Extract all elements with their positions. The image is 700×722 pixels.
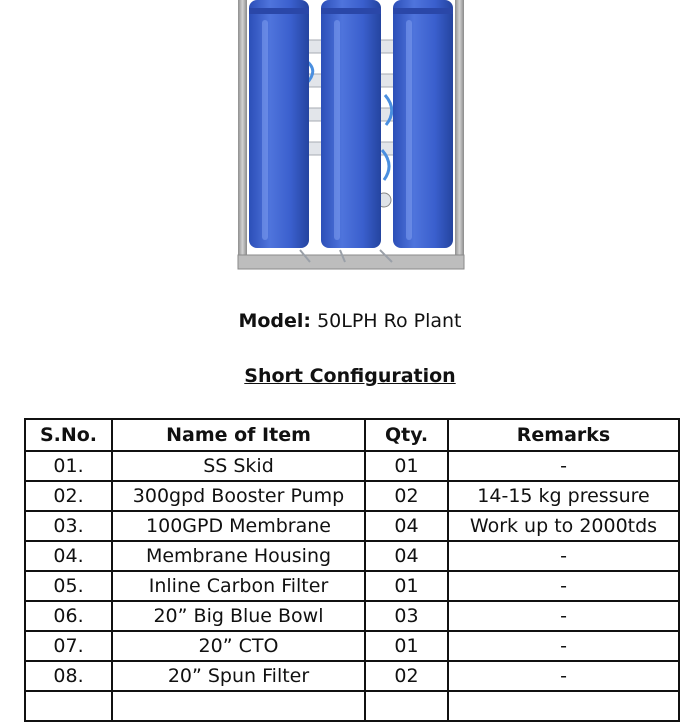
model-value: 50LPH Ro Plant — [317, 310, 462, 332]
cell-sno: 05. — [25, 571, 112, 601]
cell-remarks: - — [448, 451, 679, 481]
cell-sno: 02. — [25, 481, 112, 511]
cell-sno: 04. — [25, 541, 112, 571]
filter-housing — [393, 0, 453, 248]
cell-remarks: - — [448, 631, 679, 661]
housing-band — [393, 8, 453, 14]
model-label: Model: — [238, 310, 312, 332]
column-header-remarks: Remarks — [448, 419, 679, 451]
housing-highlight — [334, 20, 340, 240]
cell-qty: 01 — [365, 451, 448, 481]
cell-remarks: - — [448, 571, 679, 601]
cell-qty: 04 — [365, 511, 448, 541]
cell-remarks — [448, 691, 679, 721]
table-row — [25, 511, 679, 541]
cell-item: 20” Spun Filter — [112, 661, 365, 691]
table-header-row — [25, 419, 679, 451]
table-row — [25, 451, 679, 481]
section-title: Short Configuration — [244, 365, 456, 387]
cell-remarks: - — [448, 541, 679, 571]
column-header-sno: S.No. — [25, 419, 112, 451]
frame-left-post — [238, 0, 247, 268]
table-row — [25, 631, 679, 661]
cell-qty: 03 — [365, 601, 448, 631]
cell-item: SS Skid — [112, 451, 365, 481]
cell-remarks: - — [448, 661, 679, 691]
cell-item: 300gpd Booster Pump — [112, 481, 365, 511]
housing-highlight — [406, 20, 412, 240]
filter-housing — [321, 0, 381, 248]
cell-sno: 03. — [25, 511, 112, 541]
cell-sno: 07. — [25, 631, 112, 661]
table-row — [25, 661, 679, 691]
cell-item — [112, 691, 365, 721]
cell-item: 20” Big Blue Bowl — [112, 601, 365, 631]
cell-item: Membrane Housing — [112, 541, 365, 571]
cell-item: Inline Carbon Filter — [112, 571, 365, 601]
model-line — [0, 308, 700, 334]
cell-qty: 04 — [365, 541, 448, 571]
cell-remarks: Work up to 2000tds — [448, 511, 679, 541]
cell-qty: 01 — [365, 631, 448, 661]
cell-remarks: 14-15 kg pressure — [448, 481, 679, 511]
housing-band — [321, 8, 381, 14]
cell-item: 100GPD Membrane — [112, 511, 365, 541]
column-header-item: Name of Item — [112, 419, 365, 451]
table-row — [25, 541, 679, 571]
column-header-qty: Qty. — [365, 419, 448, 451]
table-row — [25, 691, 679, 721]
cell-sno: 06. — [25, 601, 112, 631]
cell-qty: 02 — [365, 481, 448, 511]
frame-base — [238, 255, 464, 269]
housing-highlight — [262, 20, 268, 240]
cell-item: 20” CTO — [112, 631, 365, 661]
configuration-table — [24, 418, 680, 722]
cell-qty: 01 — [365, 571, 448, 601]
cell-sno — [25, 691, 112, 721]
cell-qty: 02 — [365, 661, 448, 691]
housing-band — [249, 8, 309, 14]
frame-right-post — [455, 0, 464, 268]
cell-sno: 08. — [25, 661, 112, 691]
filter-housing — [249, 0, 309, 248]
table-row — [25, 571, 679, 601]
cell-qty — [365, 691, 448, 721]
table-row — [25, 601, 679, 631]
table-row — [25, 481, 679, 511]
product-image — [0, 0, 700, 290]
cell-sno: 01. — [25, 451, 112, 481]
ro-plant-icon — [238, 0, 464, 269]
cell-remarks: - — [448, 601, 679, 631]
